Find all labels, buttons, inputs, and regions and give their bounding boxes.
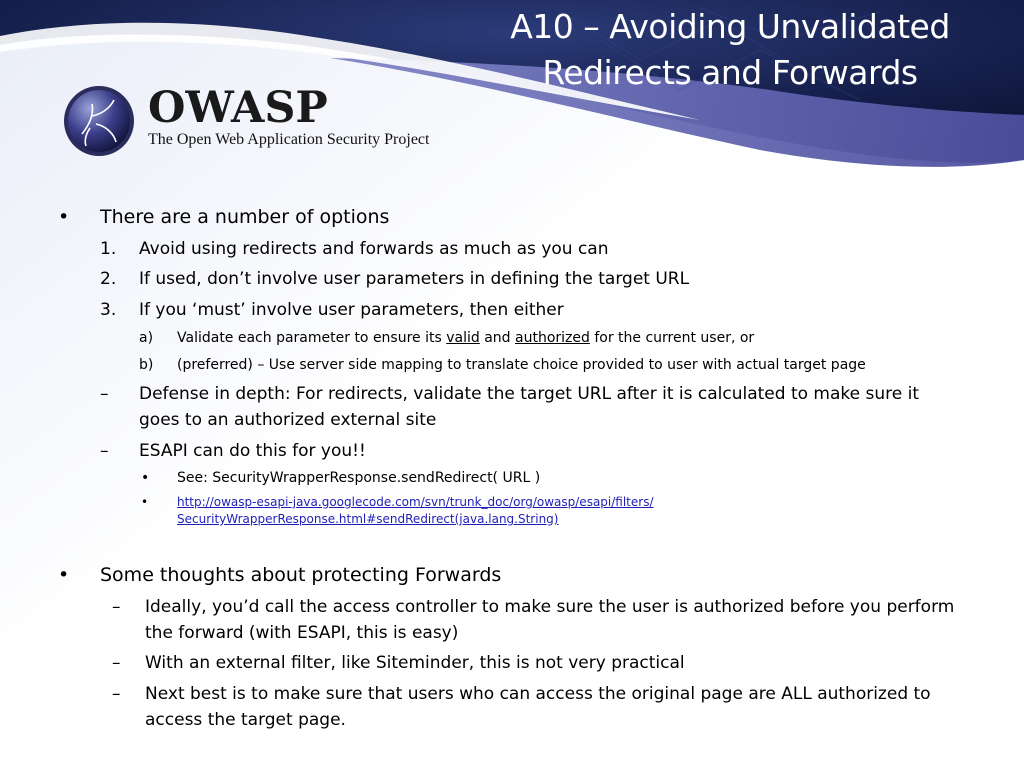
dash-item-continued: the forward (with ESAPI, this is easy) [145,623,459,643]
bullet-options: There are a number of options [100,206,390,228]
lettered-marker: a) [139,330,154,346]
numbered-marker: 1. [100,239,117,259]
dash-item-continued: access the target page. [145,710,346,730]
lettered-marker: b) [139,357,154,373]
dash-item: With an external filter, like Siteminder, this is not very practical [145,653,685,673]
esapi-doc-link[interactable]: http://owasp-esapi-java.googlecode.com/svn/trunk_doc/org/owasp/esapi/filters/ [177,495,654,509]
lettered-item: Validate each parameter to ensure its valid and authorized for the current user, or [177,330,755,346]
numbered-item: If used, don’t involve user parameters in defining the target URL [139,269,690,289]
sub-bullet-marker: • [141,470,150,486]
dash-marker: – [100,441,109,461]
sub-bullet-item: See: SecurityWrapperResponse.sendRedirect( URL ) [177,470,541,486]
dash-marker: – [112,684,121,704]
dash-item: Defense in depth: For redirects, validate the target URL after it is calculated to make sure it [139,384,920,404]
numbered-item: If you ‘must’ involve user parameters, then either [139,300,564,320]
dash-marker: – [112,653,121,673]
dash-marker: – [100,384,109,404]
dash-item: ESAPI can do this for you!! [139,441,366,461]
numbered-marker: 2. [100,269,117,289]
underlined-authorized: authorized [515,330,590,346]
owasp-tagline: The Open Web Application Security Project [148,131,430,148]
dash-item: Ideally, you’d call the access controller to make sure the user is authorized before you perform [145,597,955,617]
dash-marker: – [112,597,121,617]
lettered-item: (preferred) – Use server side mapping to translate choice provided to user with actual target page [177,357,866,373]
dash-item: Next best is to make sure that users who can access the original page are ALL authorized to [145,684,931,704]
owasp-wordmark: OWASP [148,83,328,133]
dash-item-continued: goes to an authorized external site [139,410,437,430]
slide-title: A10 – Avoiding Unvalidated Redirects and Forwards [510,7,950,92]
underlined-valid: valid [446,330,480,346]
numbered-marker: 3. [100,300,117,320]
numbered-item: Avoid using redirects and forwards as much as you can [139,239,609,259]
esapi-doc-link-continued[interactable]: SecurityWrapperResponse.html#sendRedirect(java.lang.String) [177,512,559,526]
bullet-marker: • [58,206,70,228]
bullet-marker: • [58,564,70,586]
sub-bullet-marker: • [141,495,149,509]
bullet-forwards: Some thoughts about protecting Forwards [100,564,502,586]
